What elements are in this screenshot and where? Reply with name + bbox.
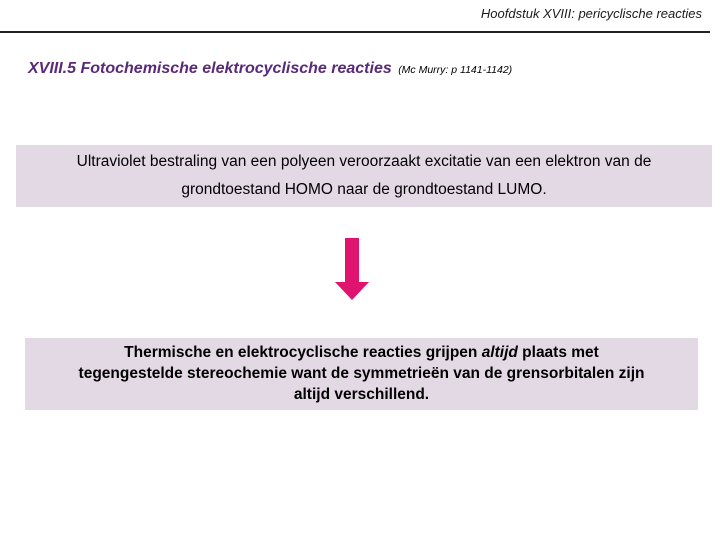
conclusion-line-3: altijd verschillend. xyxy=(293,386,430,403)
conclusion-box xyxy=(25,338,698,410)
conclusion-line-1-end: plaats met xyxy=(517,344,599,361)
section-reference: (Mc Murry: p 1141-1142) xyxy=(398,64,513,76)
header-divider xyxy=(0,31,710,33)
statement-box-uv xyxy=(16,145,712,207)
section-title xyxy=(28,60,512,78)
down-arrow-icon xyxy=(334,238,370,302)
conclusion-line-2: tegengestelde stereochemie want de symmetrieën van de grensorbitalen zijn xyxy=(78,365,645,382)
statement-line-1: Ultraviolet bestraling van een polyeen veroorzaakt excitatie van een elektron van de xyxy=(76,153,652,170)
section-title-text: XVIII.5 Fotochemische elektrocyclische reacties xyxy=(28,60,392,77)
statement-line-2: grondtoestand HOMO naar de grondtoestand LUMO. xyxy=(181,181,547,198)
conclusion-emphasis: altijd xyxy=(481,344,518,361)
conclusion-line-1 xyxy=(25,342,698,363)
chapter-header: Hoofdstuk XVIII: pericyclische reacties xyxy=(480,6,702,21)
conclusion-line-1-start: Thermische en elektrocyclische reacties grijpen xyxy=(124,344,482,361)
